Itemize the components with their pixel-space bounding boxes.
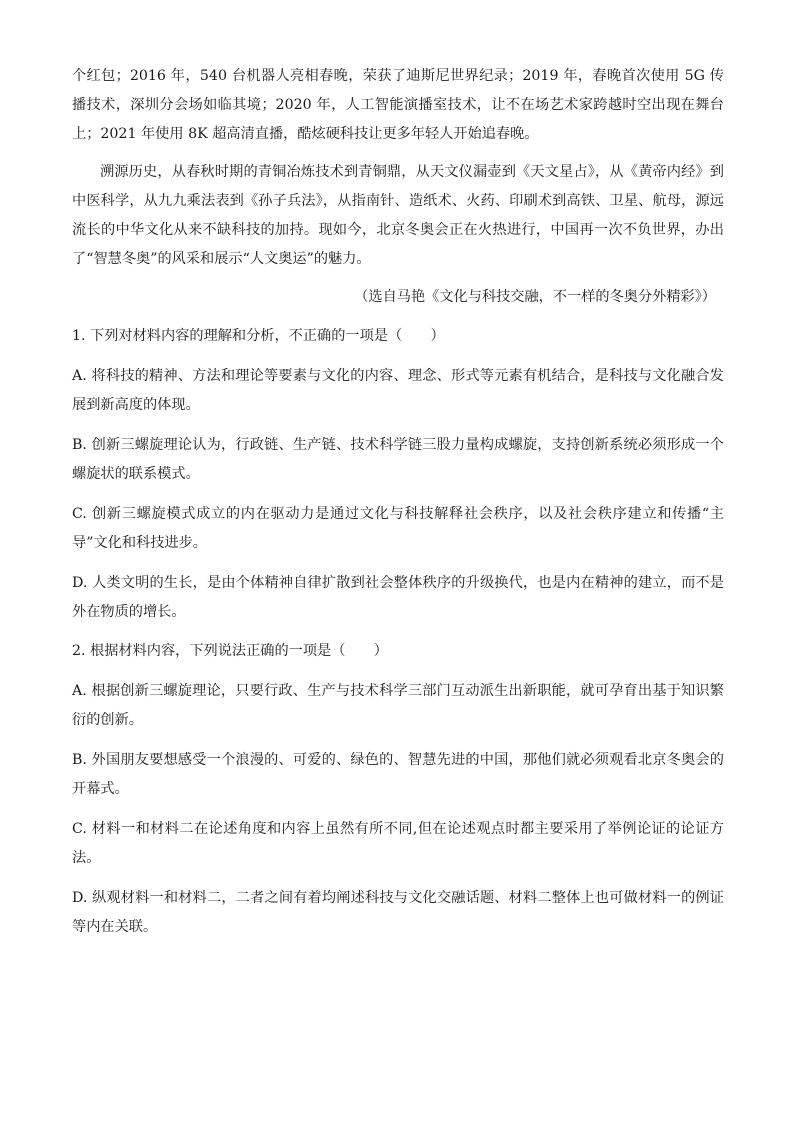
question-option: A. 将科技的精神、方法和理论等要素与文化的内容、理念、形式等元素有机结合，是科技与文化融合发展到新高度的体现。 <box>72 368 724 413</box>
question-stem: 2. 根据材料内容，下列说法正确的一项是（ ） <box>72 643 388 659</box>
question-option: D. 人类文明的生长，是由个体精神自律扩散到社会整体秩序的升级换代，也是内在精神的建立，而不是外在物质的增长。 <box>72 575 724 620</box>
source-citation: （选自马艳《文化与科技交融，不一样的冬奥分外精彩》） <box>354 289 716 305</box>
question-stem: 1. 下列对材料内容的理解和分析，不正确的一项是（ ） <box>72 328 445 344</box>
question-1 <box>72 322 724 627</box>
question-option: C. 材料一和材料二在论述角度和内容上虽然有所不同,但在论述观点时都主要采用了举例论证的论证方法。 <box>72 821 724 866</box>
body-paragraph: 溯源历史，从春秋时期的青铜冶炼技术到青铜鼎，从天文仪漏壶到《天文星占》，从《黄帝内经》到中医科学，从九九乘法表到《孙子兵法》，从指南针、造纸术、火药、印刷术到高铁、卫星、航母，源远流长的中华文化从来不缺科技的加持。现如今，北京冬奥会正在火热进行，中国再一次不负世界，办出了“智慧冬奥”的风采和展示“人文奥运”的魅力。 <box>72 164 724 267</box>
document-page <box>72 62 724 942</box>
body-paragraph: 个红包；2016 年，540 台机器人亮相春晚，荣获了迪斯尼世界纪录；2019 年，春晚首次使用 5G 传播技术，深圳分会场如临其境；2020 年，人工智能演播室技术，让不在场艺术家跨越时空出现在舞台上；2021 年使用 8K 超高清直播，酷炫硬科技让更多年轻人开始追春晚。 <box>72 68 724 142</box>
question-option: C. 创新三螺旋模式成立的内在驱动力是通过文化与科技解释社会秩序，以及社会秩序建立和传播“主导”文化和科技进步。 <box>72 506 724 551</box>
question-option: D. 纵观材料一和材料二，二者之间有着均阐述科技与文化交融话题、材料二整体上也可做材料一的例证等内在关联。 <box>72 890 724 935</box>
question-option: B. 外国朋友要想感受一个浪漫的、可爱的、绿色的、智慧先进的中国，那他们就必须观看北京冬奥会的开幕式。 <box>72 752 724 797</box>
question-option: B. 创新三螺旋理论认为，行政链、生产链、技术科学链三股力量构成螺旋，支持创新系统必须形成一个螺旋状的联系模式。 <box>72 437 724 482</box>
question-2 <box>72 637 724 942</box>
question-option: A. 根据创新三螺旋理论，只要行政、生产与技术科学三部门互动派生出新职能，就可孕育出基于知识繁衍的创新。 <box>72 683 724 728</box>
